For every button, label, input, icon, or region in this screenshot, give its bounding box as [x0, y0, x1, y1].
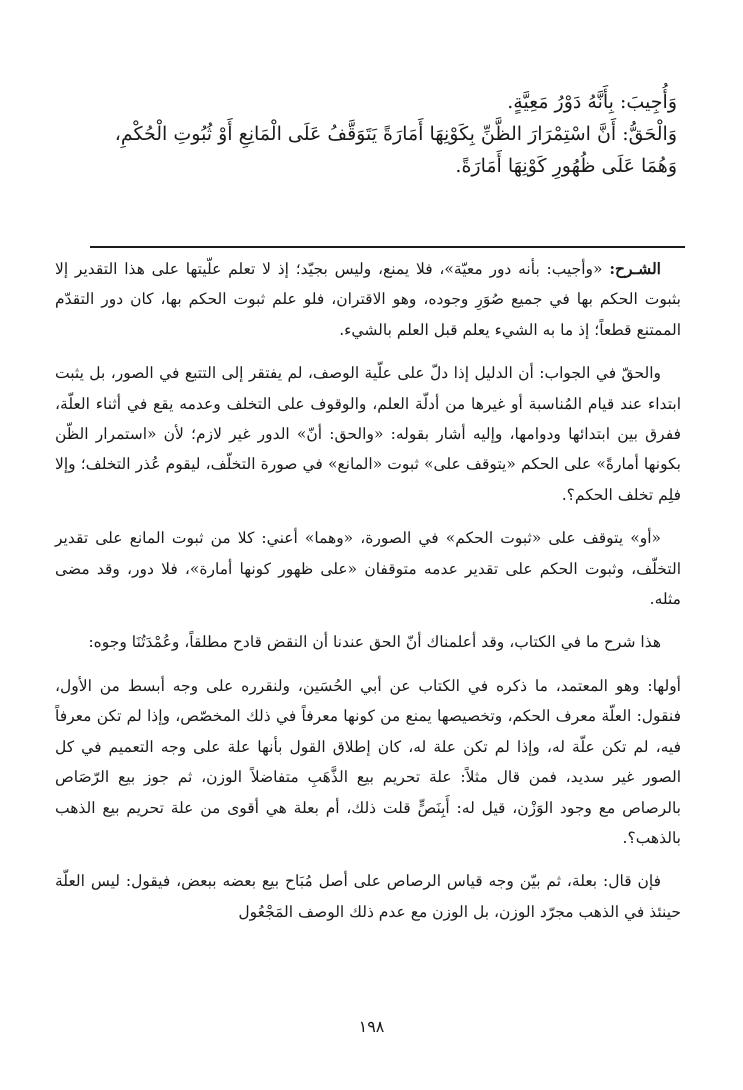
sharh-commentary — [55, 254, 681, 940]
separator-rule — [90, 246, 685, 248]
sharh-paragraph: أولها: وهو المعتمد، ما ذكره في الكتاب عن أبي الحُسَين، ولنقرره على وجه أبسط من الأول، فنقول: العلّة معرف الحكم، وتخصيصها يمنع من كونها معرفاً في ذلك المخصّص، وإذا لم تكن معرفاً فيه، لم تكن علّة له، وإذا لم تكن علة له، كان إطلاق القول بأنها علة على وجه التعميم في كل الصور غير سديد، فمن قال مثلاً: علة تحريم بيع الذَّهَبِ متفاضلاً الوزن، ثم جوز بيع الرّصَاص بالرصاص مع وجود الوَزْن، قيل له: أَبِنَصٍّ قلت ذلك، أم بعلة هي أقوى من علة تحريم بيع الذهب بالذهب؟. — [55, 676, 681, 847]
matn-line: وَهُمَا عَلَى ظُهُورِ كَوْنِهَا أَمَارَةً. — [455, 155, 677, 177]
matn-text-block — [57, 86, 677, 182]
matn-line: وَالْحَقُّ: أَنَّ اسْتِمْرَارَ الظَّنِّ بِكَوْنِهَا أَمَارَةً يَتَوَقَّفُ عَلَى الْمَانِعِ أَوْ ثُبُوتِ الْحُكْمِ، — [114, 123, 677, 145]
page-number: ١٩٨ — [358, 1017, 385, 1036]
matn-line: وَأُجِيبَ: بِأَنَّهُ دَوْرُ مَعِيَّةٍ. — [507, 91, 677, 113]
sharh-paragraph: فإن قال: بعلة، ثم بيّن وجه قياس الرصاص على أصل مُبَاح بيع بعضه ببعض، فيقول: ليس العلّة حينئذ في الذهب مجرّد الوزن، بل الوزن مع عدم ذلك الوصف المَجْعُول — [55, 872, 681, 921]
sharh-paragraph: «أو» يتوقف على «ثبوت الحكم» في الصورة، «وهما» أعني: كلا من ثبوت المانع على تقدير التخلّف، وثبوت الحكم على تقدير عدمه متوقفان «على ظهور كونها أمارة»، فلا دور، وقد مضى مثله. — [55, 529, 681, 609]
sharh-paragraph — [55, 254, 681, 345]
sharh-paragraph: والحقّ في الجواب: أن الدليل إذا دلّ على علّية الوصف، لم يفتقر إلى التتبع في الصور، بل يثبت ابتداء عند قيام المُناسبة أو غيرها من أدلّة العلم، والوقوف على التخلف وعدمه يقع في أثناء العلّة، ففرق بين ابتدائها ودوامها، وإليه أشار بقوله: «والحق: أنّ» الدور غير لازم؛ لأن «استمرار الظّن بكونها أمارةً» على الحكم «يتوقف على» ثبوت «المانع» في صورة التخلّف، ليقوم عُذر التخلف؛ وإلا فلِم تخلف الحكم؟. — [55, 364, 681, 504]
sharh-heading: الشـرح: — [609, 259, 661, 278]
sharh-paragraph: هذا شرح ما في الكتاب، وقد أعلمناك أنّ الحق عندنا أن النقض قادح مطلقاً، وعُمْدَتُنَا وجوه: — [88, 633, 661, 652]
sharh-paragraph-text: «وأجيب: بأنه دور معيّة»، فلا يمنع، وليس بجيّد؛ إذ لا تعلم علّيتها على هذا التقدير إلا بثبوت الحكم بها في جميع صُوَرِ وجوده، وهو الاقتران، فلو علم ثبوت الحكم بها، كان دور التقدّم الممتنع قطعاً؛ إذ ما به الشيء يعلم قبل العلم بالشيء. — [55, 260, 681, 339]
